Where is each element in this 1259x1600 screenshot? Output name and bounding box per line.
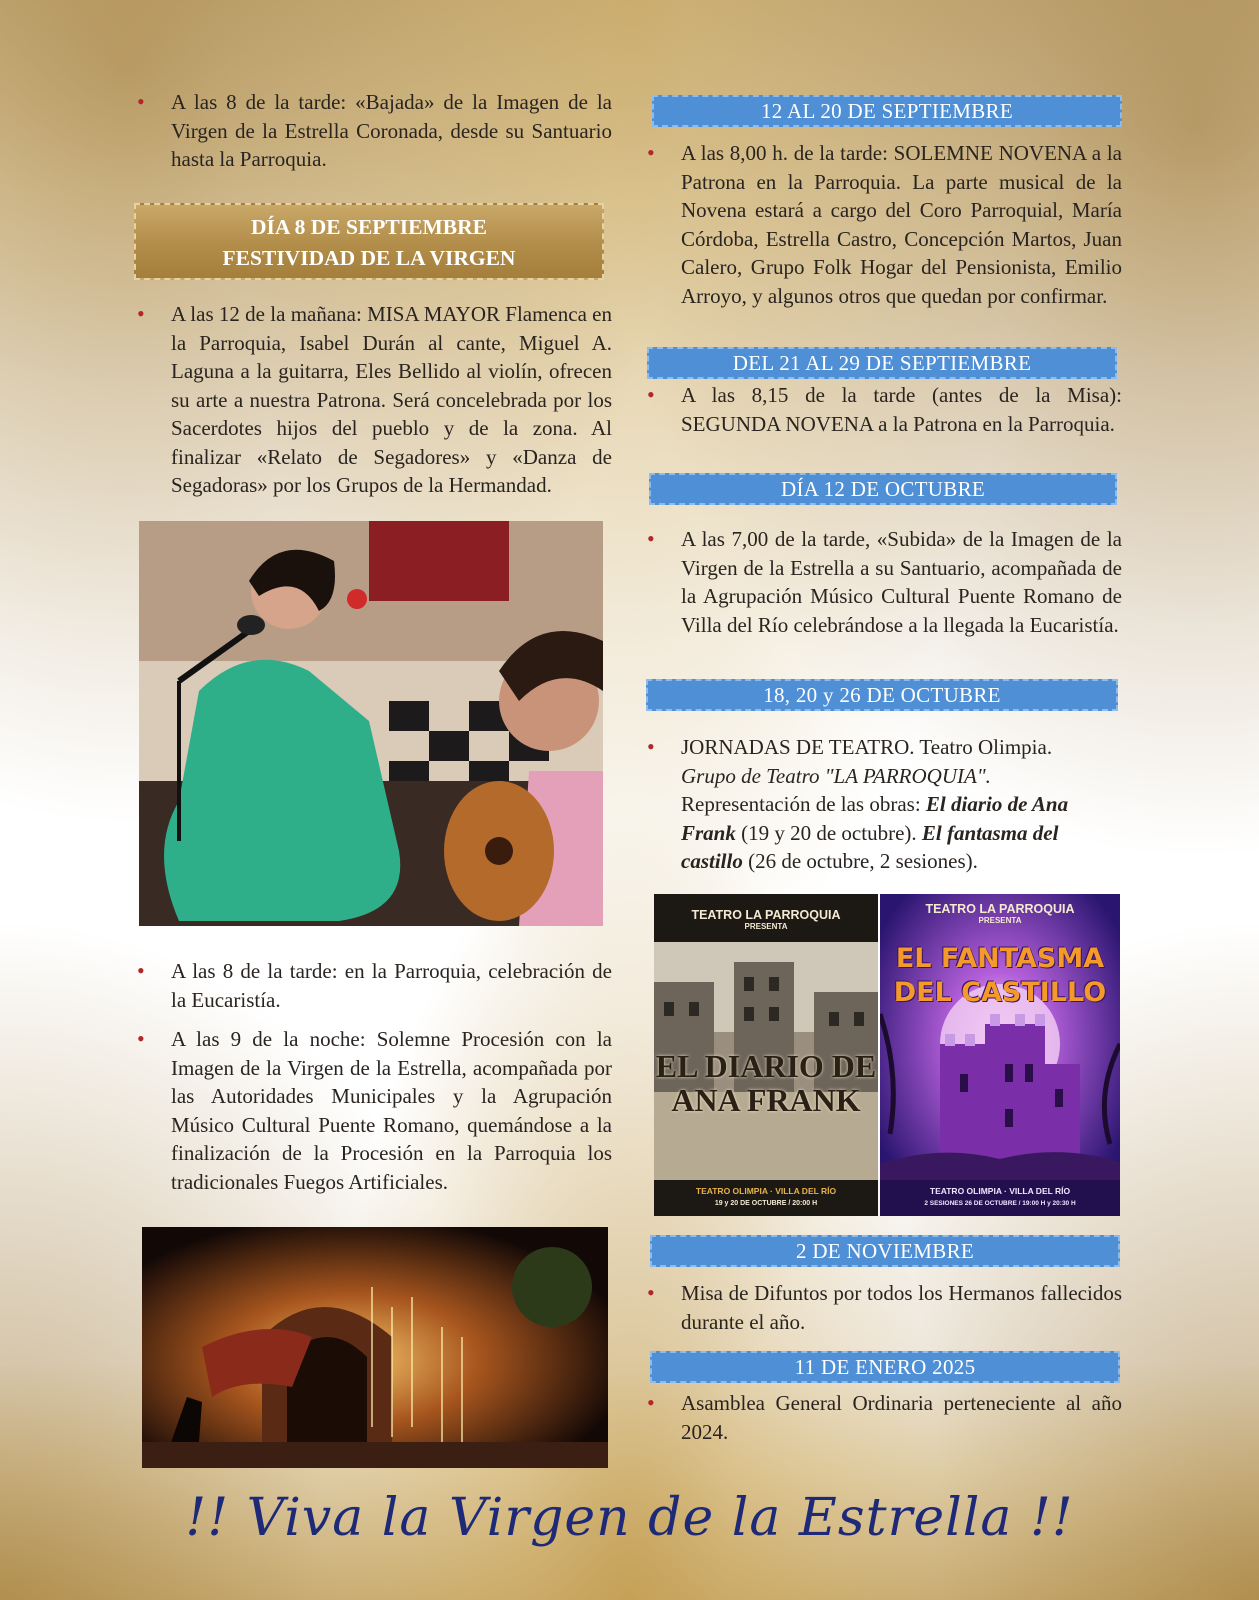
banner-12-octubre: DÍA 12 DE OCTUBRE	[649, 473, 1117, 505]
banner-line-1: DÍA 8 DE SEPTIEMBRE	[251, 215, 487, 239]
left-column-lower	[137, 957, 612, 1196]
bullet-misa-mayor: • A las 12 de la mañana: MISA MAYOR Flamenca en la Parroquia, Isabel Durán al cante, Miguel A. Laguna a la guitarra, Eles Bellido al violín, ofrecen su arte a nuestra Patrona. Será concelebrada por los Sacerdotes hijos del pueblo y de la zona. Al finalizar «Relato de Segadores» y «Danza de Segadoras» por los Grupos de la Hermandad.	[137, 300, 612, 500]
bullet-solemne-novena: • A las 8,00 h. de la tarde: SOLEMNE NOVENA a la Patrona en la Parroquia. La parte musical de la Novena estará a cargo del Coro Parroquial, María Córdoba, Estrella Castro, Concepción Martos, Juan Calero, Grupo Folk Hogar del Pensionista, Emilio Arroyo, y algunos otros que quedan por confirmar.	[647, 139, 1122, 310]
section-asamblea	[647, 1389, 1122, 1446]
section-difuntos	[647, 1279, 1122, 1336]
teatro-play-2-dates: (26 de octubre, 2 sesiones).	[748, 849, 978, 873]
poster-2-title	[880, 942, 1120, 1010]
poster-1-title-line-2: ANA FRANK	[671, 1082, 861, 1118]
section-teatro	[647, 733, 1122, 876]
teatro-play-2: El fantasma del castillo	[681, 820, 1059, 873]
banner-dia-8-septiembre	[134, 203, 604, 280]
bullet-misa-difuntos: • Misa de Difuntos por todos los Hermanos fallecidos durante el año.	[647, 1279, 1122, 1336]
poster-2-header-title: TEATRO LA PARROQUIA	[925, 902, 1075, 916]
section-novena	[647, 139, 1122, 310]
banner-2-noviembre: 2 DE NOVIEMBRE	[650, 1235, 1120, 1267]
poster-2-footer	[880, 1180, 1120, 1216]
photo-fuegos-artificiales	[142, 1227, 608, 1468]
banner-line-2: FESTIVIDAD DE LA VIRGEN	[222, 246, 516, 270]
banner-18-20-26-octubre: 18, 20 y 26 DE OCTUBRE	[646, 679, 1118, 711]
left-column-mid	[137, 300, 612, 500]
section-segunda-novena	[647, 381, 1122, 438]
photo-misa-flamenca-image	[139, 521, 603, 926]
poster-1-title	[654, 1049, 878, 1117]
teatro-play-1: El diario de Ana Frank	[681, 792, 1069, 845]
banner-11-enero-2025: 11 DE ENERO 2025	[650, 1351, 1120, 1383]
poster-1-title-line-1: EL DIARIO DE	[655, 1048, 877, 1084]
poster-fantasma-castillo	[880, 894, 1120, 1216]
poster-1-header-title: TEATRO LA PARROQUIA	[691, 908, 841, 922]
bullet-bajada: • A las 8 de la tarde: «Bajada» de la Imagen de la Virgen de la Estrella Coronada, desde su Santuario hasta la Parroquia.	[137, 88, 612, 174]
bullet-eucaristia: • A las 8 de la tarde: en la Parroquia, celebración de la Eucaristía.	[137, 957, 612, 1014]
poster-1-venue: TEATRO OLIMPIA · VILLA DEL RÍO	[695, 1186, 837, 1196]
bullet-jornadas-teatro	[647, 733, 1122, 876]
bullet-asamblea: • Asamblea General Ordinaria perteneciente al año 2024.	[647, 1389, 1122, 1446]
banner-12-al-20-septiembre: 12 AL 20 DE SEPTIEMBRE	[652, 95, 1122, 127]
banner-21-al-29-septiembre: DEL 21 AL 29 DE SEPTIEMBRE	[647, 347, 1117, 379]
poster-2-header	[880, 902, 1120, 925]
photo-misa-flamenca	[139, 521, 603, 926]
bullet-subida: • A las 7,00 de la tarde, «Subida» de la Imagen de la Virgen de la Estrella a su Santuario, acompañada de la Agrupación Músico Cultural Puente Romano de Villa del Río celebrándose a la llegada la Eucaristía.	[647, 525, 1122, 639]
teatro-line-1: JORNADAS DE TEATRO. Teatro Olimpia.	[681, 735, 1053, 759]
poster-2-title-line-1: EL FANTASMA	[895, 943, 1105, 974]
poster-2-title-line-2: DEL CASTILLO	[893, 977, 1107, 1008]
poster-2-presenta: PRESENTA	[978, 916, 1022, 925]
section-subida	[647, 525, 1122, 639]
bullet-procesion: • A las 9 de la noche: Solemne Procesión con la Imagen de la Virgen de la Estrella, acompañada por las Autoridades Municipales y la Agrupación Músico Cultural Puente Romano, quemándose a la finalización de la Procesión en la Parroquia los tradicionales Fuegos Artificiales.	[137, 1025, 612, 1196]
poster-1-presenta: PRESENTA	[744, 922, 788, 931]
poster-2-venue: TEATRO OLIMPIA · VILLA DEL RÍO	[929, 1186, 1071, 1196]
footer-viva-la-virgen: !! Viva la Virgen de la Estrella !!	[185, 1488, 1074, 1548]
poster-1-footer	[654, 1180, 878, 1216]
teatro-rep: Representación de las obras:	[681, 792, 921, 816]
poster-1-dates: 19 y 20 DE OCTUBRE / 20:00 H	[714, 1200, 818, 1207]
photo-fuegos-image	[142, 1227, 608, 1468]
poster-1-header	[654, 894, 878, 942]
left-column	[137, 88, 612, 174]
bullet-segunda-novena: • A las 8,15 de la tarde (antes de la Misa): SEGUNDA NOVENA a la Patrona en la Parroquia.	[647, 381, 1122, 438]
teatro-group: Grupo de Teatro "LA PARROQUIA".	[681, 763, 991, 788]
teatro-play-1-dates: (19 y 20 de octubre).	[741, 820, 917, 845]
poster-2-dates: 2 SESIONES 26 DE OCTUBRE / 19:00 H y 20:30 H	[924, 1200, 1076, 1207]
poster-diario-ana-frank	[654, 894, 878, 1216]
